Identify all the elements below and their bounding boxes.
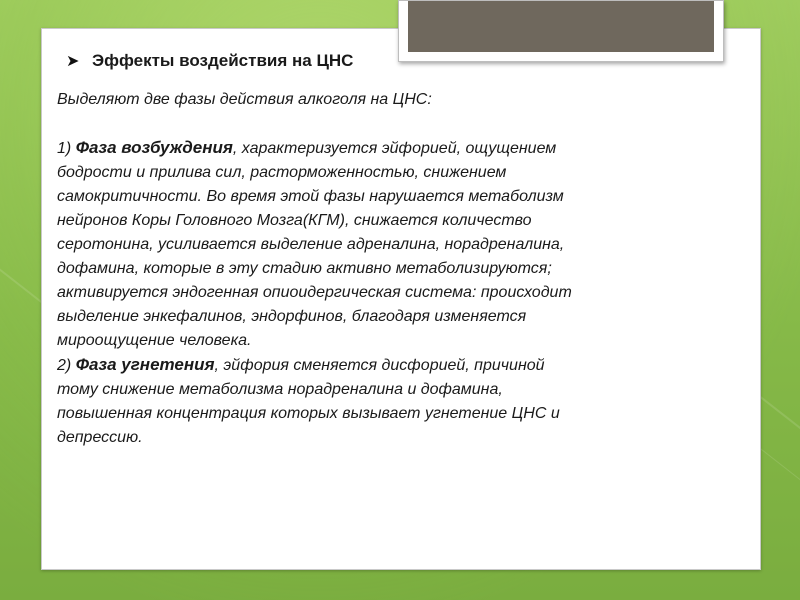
phase-1-line: активируется эндогенная опиоидергическая система: происходит: [57, 284, 572, 301]
phase-2-line: тому снижение метаболизма норадреналина и дофамина,: [57, 381, 503, 398]
slide-heading: [66, 50, 353, 72]
phase-1-first-line: [57, 136, 657, 161]
phase-1-line: выделение энкефалинов, эндорфинов, благодаря изменяется: [57, 308, 527, 325]
phase-2-number: 2): [57, 357, 72, 374]
phase-1-line: дофамина, которые в эту стадию активно метаболизируются;: [57, 260, 552, 277]
slide-body: [57, 88, 657, 450]
phase-1-line: бодрости и прилива сил, расторможенностью, снижением: [57, 164, 507, 181]
phase-2-paragraph: [57, 353, 657, 450]
intro-line: Выделяют две фазы действия алкоголя на ЦНС:: [57, 91, 432, 108]
phase-2-line: депрессию.: [57, 429, 143, 446]
phase-2-title: Фаза угнетения: [75, 355, 215, 374]
photo-frame: [398, 0, 724, 62]
phase-2-line: повышенная концентрация которых вызывает угнетение ЦНС и: [57, 405, 560, 422]
phase-1-line: мироощущение человека.: [57, 332, 252, 349]
phase-1-line: серотонина, усиливается выделение адреналина, норадреналина,: [57, 236, 565, 253]
photo-placeholder: [408, 1, 714, 52]
phase-2-line: , эйфория сменяется дисфорией, причиной: [214, 357, 545, 374]
arrowhead-bullet-icon: ➤: [66, 51, 80, 70]
phase-1-line: самокритичности. Во время этой фазы нарушается метаболизм: [57, 188, 564, 205]
phase-1-line: нейронов Коры Головного Мозга(КГМ), снижается количество: [57, 212, 532, 229]
phase-1-line: , характеризуется эйфорией, ощущением: [232, 140, 557, 157]
phase-2-first-line: [57, 353, 657, 378]
phase-1-number: 1): [57, 140, 72, 157]
heading-text: Эффекты воздействия на ЦНС: [92, 51, 354, 70]
phase-1-title: Фаза возбуждения: [75, 138, 233, 157]
phase-1-paragraph: [57, 136, 657, 353]
